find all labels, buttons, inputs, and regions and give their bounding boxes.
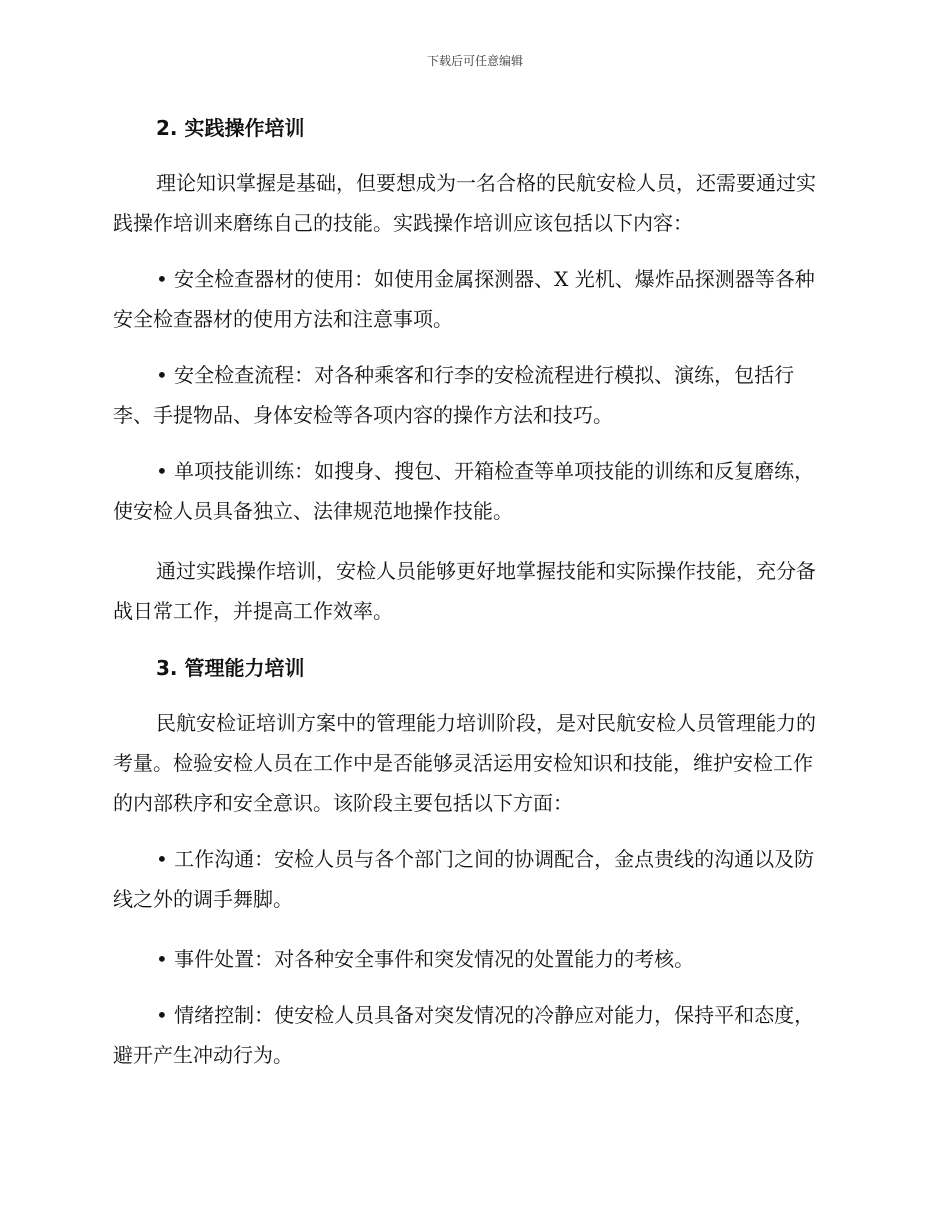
- section-3-item-communication: • 工作沟通：安检人员与各个部门之间的协调配合，金点贵线的沟通以及防线之外的调手舞脚。: [113, 847, 815, 911]
- section-3-intro: 民航安检证培训方案中的管理能力培训阶段，是对民航安检人员管理能力的考量。检验安检人员在工作中是否能够灵活运用安检知识和技能，维护安检工作的内部秩序和安全意识。该阶段主要包括以下方面：: [113, 711, 816, 815]
- section-3-item-emotion: • 情绪控制：使安检人员具备对突发情况的冷静应对能力，保持平和态度，避开产生冲动行为。: [113, 1003, 815, 1067]
- page-header: 下载后可任意编辑: [426, 54, 523, 68]
- section-2-item-process: • 安全检查流程：对各种乘客和行李的安检流程进行模拟、演练，包括行李、手提物品、身体安检等各项内容的操作方法和技巧。: [113, 363, 795, 427]
- section-2-summary: 通过实践操作培训，安检人员能够更好地掌握技能和实际操作技能，充分备战日常工作，并提高工作效率。: [113, 559, 816, 623]
- section-3-item-incident: • 事件处置：对各种安全事件和突发情况的处置能力的考核。: [156, 947, 695, 971]
- section-2-heading: 2. 实践操作培训: [156, 116, 305, 140]
- section-2-intro: 理论知识掌握是基础，但要想成为一名合格的民航安检人员，还需要通过实践操作培训来磨练自己的技能。实践操作培训应该包括以下内容：: [113, 171, 816, 235]
- section-2-item-equipment: • 安全检查器材的使用：如使用金属探测器、X 光机、爆炸品探测器等各种安全检查器材的使用方法和注意事项。: [113, 267, 815, 331]
- section-3-heading: 3. 管理能力培训: [156, 656, 305, 680]
- section-2-item-skills: • 单项技能训练：如搜身、搜包、开箱检查等单项技能的训练和反复磨练，使安检人员具备独立、法律规范地操作技能。: [113, 459, 815, 523]
